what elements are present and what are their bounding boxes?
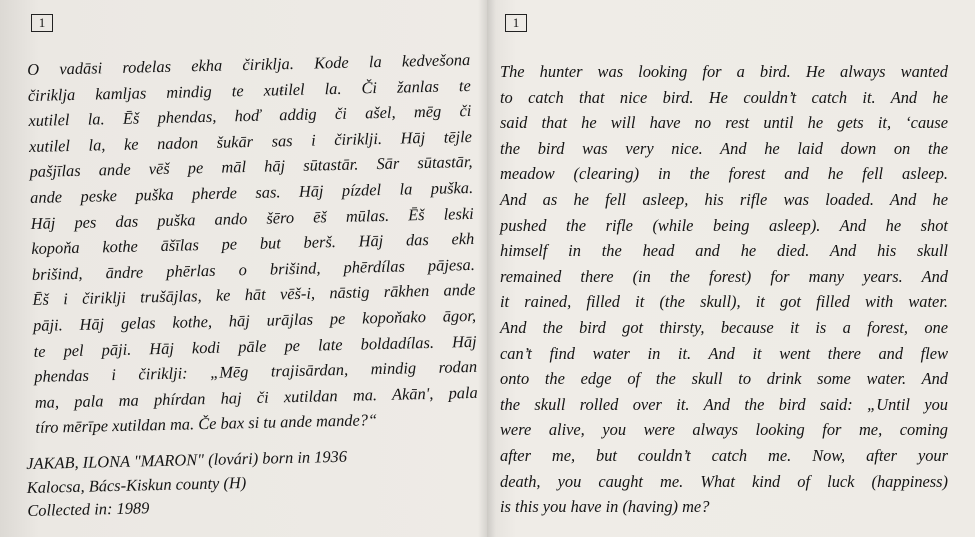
story-line: And the bird got thirsty, because it is a forest, one: [500, 317, 948, 337]
credit-line: Kalocsa, Bács-Kiskun county (H): [26, 472, 247, 497]
right-page: [487, 0, 975, 537]
story-line: it rained, filled it (the skull), it got filled with water.: [500, 292, 948, 312]
english-story-text: [500, 59, 948, 520]
story-line: can’t find water in it. And it went there and flew: [500, 343, 948, 363]
book-gutter: [478, 0, 496, 537]
story-line: And as he fell asleep, his rifle was loaded. And he: [500, 189, 948, 209]
story-line: the skull rolled over it. And the bird said: „Until you: [500, 394, 948, 414]
story-line: kopoňa kothe āšīlas pe but berš. Hāj das ekh: [31, 229, 475, 259]
story-line: te pel pāji. Hāj kodi pāle pe late boldadílas. Hāj: [33, 331, 477, 361]
story-line: the bird was very nice. And he laid down on the: [500, 138, 948, 158]
story-line: O vadāsi rodelas ekha čiriklja. Kode la kedvešona: [27, 49, 471, 79]
story-line: The hunter was looking for a bird. He always wanted: [500, 62, 948, 81]
tale-number-box: 1: [505, 14, 527, 32]
story-line: onto the edge of the skull to drink some water. And: [500, 369, 948, 389]
romani-story-text: [27, 47, 479, 441]
story-line: pāji. Hāj gelas kothe, hāj urājlas pe kopoňako āgor,: [32, 305, 477, 335]
story-line: remained there (in the forest) for many years. And: [500, 266, 948, 286]
story-line: xutilel la. Ēš phendas, hoď addig či ašel, mēg či: [28, 101, 472, 131]
story-line: ande peske puška pherde sas. Hāj pízdel la puška.: [29, 177, 474, 207]
story-line: after me, but couldn’t catch me. Now, after your: [500, 445, 948, 465]
story-line: tíro mērīpe xutildan ma. Če bax si tu ande mande?“: [35, 410, 378, 438]
story-line: meadow (clearing) in the forest and he fell asleep.: [500, 164, 948, 184]
story-line: xutilel la, ke nadon šukār sas i čiriklji. Hāj tējle: [28, 126, 473, 156]
story-line: to catch that nice bird. He couldn’t catch it. And he: [500, 87, 948, 107]
left-page: [0, 0, 487, 537]
story-line: phendas i čiriklji: „Mēg trajisārdan, mindig rodan: [34, 356, 478, 387]
story-line: čiriklja kamljas mindig te xuŧilel la. Či žanlas te: [27, 75, 471, 105]
story-line: pašjīlas ande vēš pe māl hāj sūtastār. Sār sūtastār,: [29, 152, 473, 182]
story-line: pushed the rifle (while being asleep). And he shot: [500, 215, 948, 235]
credit-line: JAKAB, ILONA "MARON" (lovári) born in 1936: [26, 446, 348, 473]
storyteller-credit: [26, 442, 487, 523]
story-line: Ēš i čiriklji trušājlas, ke hāt vēš-i, nāstig rākhen ande: [32, 280, 476, 310]
story-line: were alive, you were always looking for me, coming: [500, 420, 948, 440]
story-line: brišind, āndre phērlas o brišind, phērdílas pājesa.: [31, 254, 476, 284]
story-line: ma, pala ma phírdan haj či xutildan ma. Akān', pala: [34, 382, 478, 412]
story-line: said that he will have no rest until he gets it, ‘cause: [500, 113, 948, 133]
story-line: himself in the head and he died. And his skull: [500, 241, 948, 261]
story-line: death, you caught me. What kind of luck (happiness): [500, 471, 948, 491]
tale-number-box: 1: [31, 14, 53, 32]
story-line: Hāj pes das puška ando šēro ēš mūlas. Ēš leski: [30, 203, 474, 233]
story-line: is this you have in (having) me?: [500, 497, 710, 517]
credit-line: Collected in: 1989: [27, 498, 150, 520]
